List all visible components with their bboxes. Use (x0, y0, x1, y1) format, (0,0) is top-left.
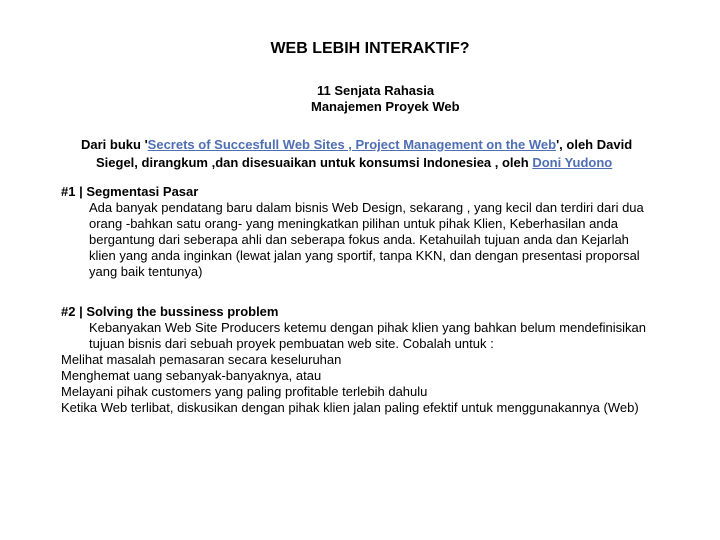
section-1-line: klien yang anda inginkan (lewat jalan yang sportif, tanpa KKN, dan dengan presentasi proporsal (89, 248, 640, 263)
subtitle-line-1: 11 Senjata Rahasia (317, 83, 435, 98)
section-2-list (61, 352, 701, 416)
subtitle-line-2: Manajemen Proyek Web (311, 99, 460, 114)
author-link[interactable]: Doni Yudono (532, 155, 613, 170)
section-solving-business-problem (61, 304, 701, 416)
section-1-line: orang -bahkan satu orang- yang meningkatkan pilihan untuk pihak Klien, Keberhasilan anda (89, 216, 619, 231)
book-title-link[interactable]: Secrets of Succesfull Web Sites , Project Management on the Web (147, 137, 557, 152)
section-1-heading: #1 | Segmentasi Pasar (61, 184, 199, 199)
section-2-line: Kebanyakan Web Site Producers ketemu dengan pihak klien yang bahkan belum mendefinisikan (89, 320, 646, 335)
intro-paragraph (81, 136, 720, 172)
section-2-line: tujuan bisnis dari sebuah proyek pembuatan web site. Cobalah untuk : (89, 336, 494, 351)
list-item: Ketika Web terlibat, diskusikan dengan pihak klien jalan paling efektif untuk menggunakannya (Web) (61, 400, 639, 415)
section-1-line: Ada banyak pendatang baru dalam bisnis Web Design, sekarang , yang kecil dan terdiri dari dua (89, 200, 644, 215)
list-item: Menghemat uang sebanyak-banyaknya, atau (61, 368, 322, 383)
section-segmentasi-pasar (61, 184, 701, 280)
intro-line-2 (81, 154, 720, 172)
page-title: WEB LEBIH INTERAKTIF? (270, 40, 470, 57)
section-2-body (61, 320, 701, 352)
intro-line-2-text: Siegel, dirangkum ,dan disesuaikan untuk konsumsi Indonesiea , oleh (96, 155, 533, 170)
section-1-line: bergantung dari seberapa ahli dan seberapa fokus anda. Ketahuilah tujuan anda dan Kejarlah (89, 232, 629, 247)
intro-suffix: ', oleh David (556, 137, 633, 152)
intro-prefix: Dari buku ' (81, 137, 148, 152)
section-1-body (61, 200, 701, 280)
section-1-line: yang baik tentunya) (89, 264, 203, 279)
section-2-heading: #2 | Solving the bussiness problem (61, 304, 279, 319)
list-item: Melayani pihak customers yang paling profitable terlebih dahulu (61, 384, 428, 399)
list-item: Melihat masalah pemasaran secara keseluruhan (61, 352, 342, 367)
